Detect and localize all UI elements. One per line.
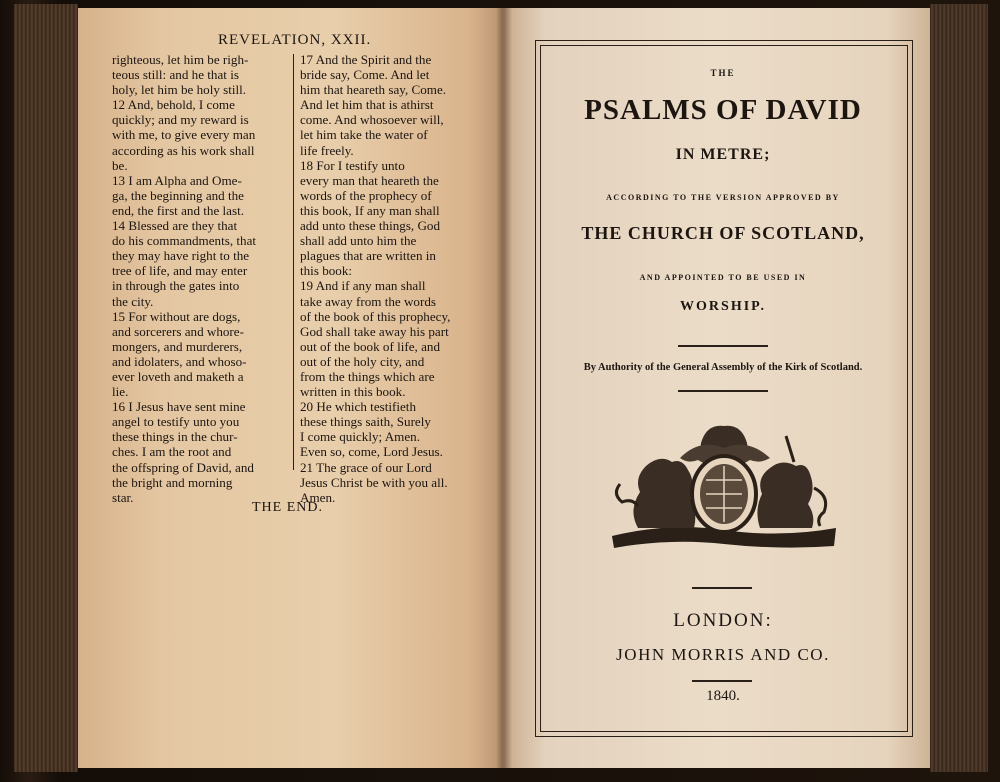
scripture-line: bride say, Come. And let [300, 67, 430, 83]
scripture-line: teous still: and he that is [112, 67, 239, 83]
scripture-line: plagues that are written in [300, 248, 436, 264]
scripture-line: with me, to give every man [112, 127, 256, 143]
scripture-line: according as his work shall [112, 142, 255, 158]
scripture-line: I come quickly; Amen. [300, 429, 420, 445]
scripture-column-1 [112, 52, 292, 505]
scripture-line: holy, let him be holy still. [112, 82, 247, 98]
scripture-line: 15 For without are dogs, [112, 308, 241, 324]
scripture-line: Amen. [300, 489, 336, 505]
scripture-line: and sorcerers and whore- [112, 323, 244, 339]
column-divider [293, 54, 294, 470]
scripture-line: of the book of this prophecy, [300, 308, 451, 324]
church-line: THE CHURCH OF SCOTLAND, [581, 223, 865, 243]
left-page-edges [14, 4, 78, 772]
scripture-line: do his commandments, that [112, 233, 257, 249]
right-page-edges [930, 4, 988, 772]
scripture-line: 14 Blessed are they that [112, 218, 238, 234]
scripture-line: end, the first and the last. [112, 202, 244, 218]
scripture-line: 18 For I testify unto [300, 157, 405, 173]
scripture-line: words of the prophecy of [300, 187, 432, 203]
scripture-line: angel to testify unto you [112, 414, 240, 430]
scripture-line: life freely. [300, 142, 354, 158]
scripture-line: God shall take away his part [300, 323, 449, 339]
scripture-line: take away from the words [300, 293, 436, 309]
rule-3 [692, 587, 752, 589]
scripture-line: this book: [300, 263, 353, 279]
scripture-line: these things in the chur- [112, 429, 238, 445]
imprint-publisher: JOHN MORRIS AND CO. [616, 645, 830, 664]
scripture-line: the bright and morning [112, 474, 233, 490]
book-gutter [496, 8, 512, 768]
scripture-line: from the things which are [300, 368, 435, 384]
scripture-line: tree of life, and may enter [112, 263, 248, 279]
scripture-line: 16 I Jesus have sent mine [112, 399, 246, 415]
scripture-line: And let him that is athirst [300, 97, 434, 113]
scripture-line: righteous, let him be righ- [112, 52, 249, 67]
royal-coat-of-arms-icon [610, 418, 838, 550]
scripture-line: out of the book of life, and [300, 338, 440, 354]
scripture-line: ches. I am the root and [112, 444, 232, 460]
scripture-line: let him take the water of [300, 127, 428, 143]
rule-2 [678, 390, 768, 392]
scripture-line: written in this book. [300, 384, 406, 400]
scripture-line: come. And whosoever will, [300, 112, 444, 128]
scripture-line: him that heareth say, Come. [300, 82, 447, 98]
scripture-line: the city. [112, 293, 154, 309]
scripture-line: and idolaters, and whoso- [112, 353, 247, 369]
scripture-line: in through the gates into [112, 278, 240, 294]
scripture-line: out of the holy city, and [300, 353, 425, 369]
running-head: REVELATION, XXII. [218, 32, 372, 48]
scripture-line: lie. [112, 384, 129, 400]
scripture-line: these things saith, Surely [300, 414, 431, 430]
worship-line: WORSHIP. [680, 299, 766, 314]
imprint-city: LONDON: [673, 610, 773, 631]
authority-line: By Authority of the General Assembly of the Kirk of Scotland. [583, 362, 863, 373]
book-subtitle: IN METRE; [675, 146, 771, 163]
rule-1 [678, 345, 768, 347]
title-the: THE [710, 68, 736, 78]
imprint-year: 1840. [706, 688, 740, 704]
scripture-line: mongers, and murderers, [112, 338, 243, 354]
scripture-line: this book, If any man shall [300, 202, 440, 218]
appointed-line: AND APPOINTED TO BE USED IN [639, 273, 807, 282]
scripture-column-2 [300, 52, 480, 505]
scripture-line: star. [112, 489, 134, 505]
scripture-line: 19 And if any man shall [300, 278, 426, 294]
scripture-line: 20 He which testifieth [300, 399, 416, 415]
according-line: ACCORDING TO THE VERSION APPROVED BY [606, 193, 840, 202]
book-title: PSALMS OF DAVID [584, 94, 862, 126]
the-end-text: THE END. [252, 500, 323, 515]
scripture-line: 12 And, behold, I come [112, 97, 235, 113]
scripture-line: they may have right to the [112, 248, 250, 264]
scripture-line: the offspring of David, and [112, 459, 254, 475]
scripture-line: be. [112, 157, 128, 173]
scripture-line: ga, the beginning and the [112, 187, 244, 203]
scripture-line: shall add unto him the [300, 233, 417, 249]
scripture-line: quickly; and my reward is [112, 112, 249, 128]
scripture-line: Jesus Christ be with you all. [300, 474, 448, 490]
scripture-line: 17 And the Spirit and the [300, 52, 432, 67]
scripture-line: 13 I am Alpha and Ome- [112, 172, 242, 188]
scripture-line: ever loveth and maketh a [112, 368, 244, 384]
rule-4 [692, 680, 752, 682]
scripture-line: Even so, come, Lord Jesus. [300, 444, 443, 460]
scripture-line: every man that heareth the [300, 172, 439, 188]
scripture-line: 21 The grace of our Lord [300, 459, 432, 475]
scripture-line: add unto these things, God [300, 218, 441, 234]
